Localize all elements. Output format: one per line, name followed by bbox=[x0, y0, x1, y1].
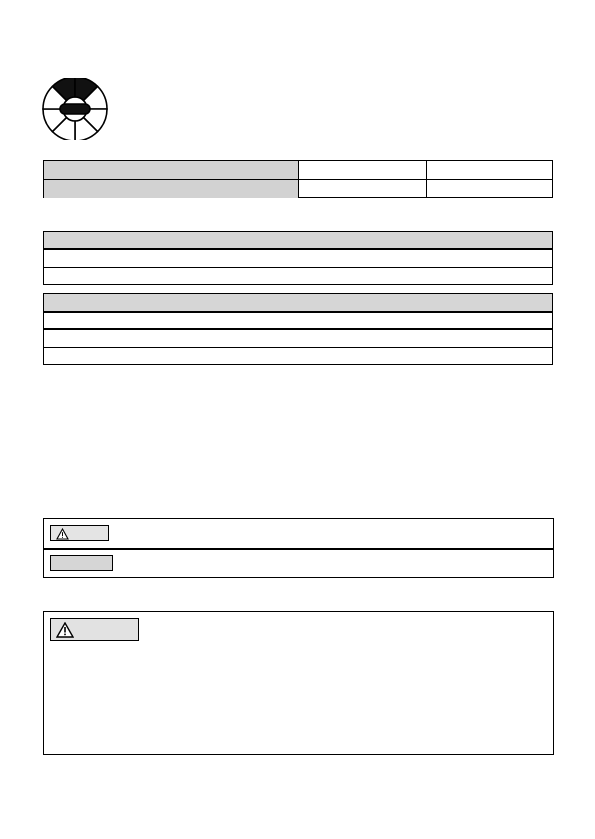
panel-heading bbox=[44, 232, 552, 250]
panel-heading bbox=[44, 294, 552, 313]
segmented-wheel-icon bbox=[40, 78, 110, 140]
spec-value-cell bbox=[427, 161, 553, 179]
caution-label bbox=[50, 525, 109, 541]
spec-value-cell bbox=[427, 180, 553, 198]
note-label bbox=[50, 555, 113, 571]
panel-row bbox=[44, 330, 552, 348]
spec-value-cell bbox=[299, 180, 427, 198]
spec-label-cell bbox=[44, 180, 299, 198]
spec-table bbox=[43, 160, 553, 198]
divider bbox=[44, 548, 553, 550]
info-panel-two bbox=[43, 293, 553, 365]
panel-row bbox=[44, 313, 552, 330]
warning-triangle-icon bbox=[56, 622, 74, 643]
spec-value-cell bbox=[299, 161, 427, 179]
table-row bbox=[44, 161, 552, 180]
warning-box bbox=[43, 611, 554, 755]
spec-label-cell bbox=[44, 161, 299, 179]
info-panel-one bbox=[43, 231, 553, 285]
panel-row bbox=[44, 268, 552, 285]
table-row bbox=[44, 180, 552, 198]
panel-row bbox=[44, 250, 552, 268]
panel-row bbox=[44, 348, 552, 365]
warning-label bbox=[50, 618, 139, 641]
warning-triangle-icon bbox=[56, 527, 69, 545]
notice-box bbox=[43, 518, 554, 578]
